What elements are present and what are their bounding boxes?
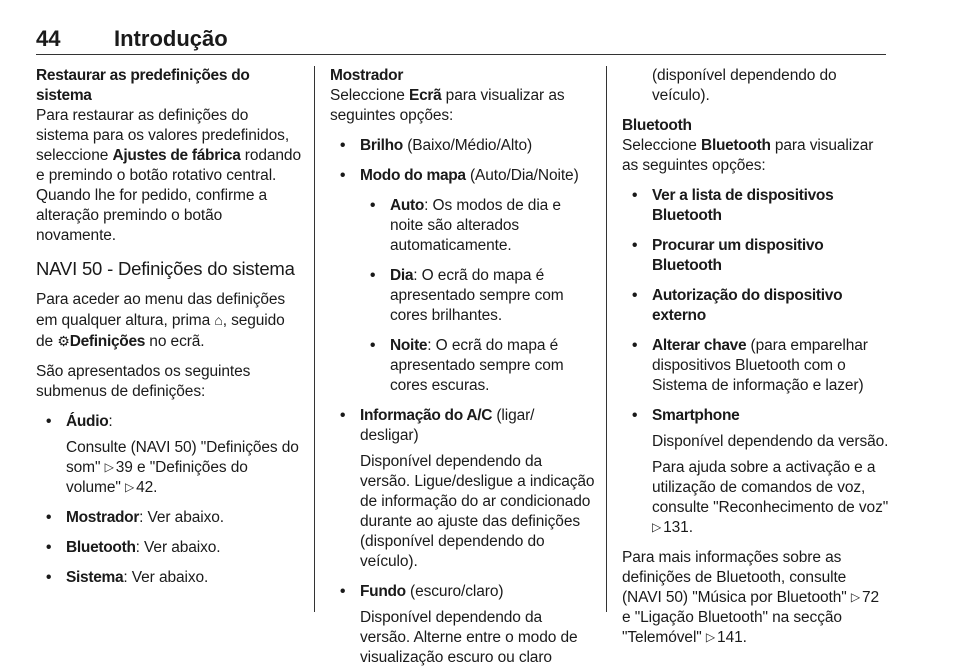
settings-gear-icon: ⚙ [57, 333, 70, 349]
mostrador-intro: Seleccione Ecrã para visualizar as seguintes opções: [330, 87, 565, 124]
page-reference-arrow-icon: ▷ [652, 520, 662, 534]
mostrador-options [330, 136, 596, 186]
bluetooth-intro: Seleccione Bluetooth para visualizar as seguintes opções: [622, 137, 874, 174]
mostrador-options-2 [330, 406, 596, 668]
factory-settings-label: Ajustes de fábrica [112, 147, 241, 164]
list-item-bluetooth: • Bluetooth: Ver abaixo. [36, 538, 302, 558]
page-reference-arrow-icon: ▷ [104, 460, 114, 474]
access-paragraph: Para aceder ao menu das definições em qualquer altura, prima ⌂, seguido de ⚙Definições no ecrã. [36, 291, 286, 350]
mostrador-heading: Mostrador [330, 67, 404, 84]
list-item-search-device: • Procurar um dispositivo Bluetooth [622, 236, 890, 276]
list-item-audio: • Áudio: Consulte (NAVI 50) "Definições do som" ▷ 39 e "Definições do volume" ▷ 42. [36, 412, 302, 498]
restore-heading: Restaurar as predefinições do sistema [36, 67, 250, 104]
list-item-mostrador: • Mostrador: Ver abaixo. [36, 508, 302, 528]
submenu-intro: São apresentados os seguintes submenus de definições: [36, 363, 251, 400]
header-rule [36, 54, 886, 55]
page-title: Introdução [114, 26, 228, 51]
column-3 [622, 66, 890, 648]
more-info-paragraph: Para mais informações sobre as definições de Bluetooth, consulte (NAVI 50) "Música por Bluetooth" ▷ 72 e "Ligação Bluetooth" na secção "Telemóvel" ▷ 141. [622, 549, 880, 646]
list-item-authorize-device: • Autorização do dispositivo externo [622, 286, 890, 326]
page-number: 44 [36, 26, 61, 51]
page-reference-arrow-icon: ▷ [124, 480, 135, 494]
column-2 [330, 66, 596, 668]
list-item-modo-mapa: • Modo do mapa (Auto/Dia/Noite) [330, 166, 596, 186]
column-1 [36, 66, 302, 588]
column-divider-1 [314, 66, 315, 612]
page-header [36, 26, 886, 52]
list-item-smartphone: • Smartphone Disponível dependendo da versão. Para ajuda sobre a activação e a utilização de comandos de voz, consulte "Reconhecimento de voz" ▷ 131. [622, 406, 890, 538]
column-divider-2 [606, 66, 607, 612]
page-reference-arrow-icon: ▷ [705, 630, 716, 644]
continued-text: (disponível dependendo do veículo). [652, 67, 837, 104]
submenu-list [36, 412, 302, 588]
list-item-device-list: • Ver a lista de dispositivos Bluetooth [622, 186, 890, 226]
list-item-auto: • Auto: Os modos de dia e noite são alterados automaticamente. [360, 196, 596, 256]
bluetooth-heading: Bluetooth [622, 117, 692, 134]
list-item-change-key: • Alterar chave (para emparelhar dispositivos Bluetooth com o Sistema de informação e lazer) [622, 336, 890, 396]
list-item-ac: • Informação do A/C (ligar/ desligar) Disponível dependendo da versão. Ligue/desligue a indicação de informação do ar condicionado durante ao ajuste das definições (disponível dependendo do veículo). [330, 406, 596, 572]
list-item-sistema: • Sistema: Ver abaixo. [36, 568, 302, 588]
list-item-brilho: • Brilho (Baixo/Médio/Alto) [330, 136, 596, 156]
map-mode-options [330, 196, 596, 396]
navi-heading: NAVI 50 - Definições do sistema [36, 258, 295, 279]
list-item-fundo: • Fundo (escuro/claro) Disponível dependendo da versão. Alterne entre o modo de visualização escuro ou claro [330, 582, 596, 668]
home-icon: ⌂ [214, 312, 223, 328]
restore-paragraph: Para restaurar as definições do sistema para os valores predefinidos, seleccione Ajustes de fábrica rodando e premindo o botão rotativo central. Quando lhe for pedido, confirme a alteração premindo o botão novamente. [36, 107, 301, 244]
list-item-noite: • Noite: O ecrã do mapa é apresentado sempre com cores escuras. [360, 336, 596, 396]
page-reference-arrow-icon: ▷ [850, 590, 860, 604]
bluetooth-options [622, 186, 890, 538]
list-item-dia: • Dia: O ecrã do mapa é apresentado sempre com cores brilhantes. [360, 266, 596, 326]
